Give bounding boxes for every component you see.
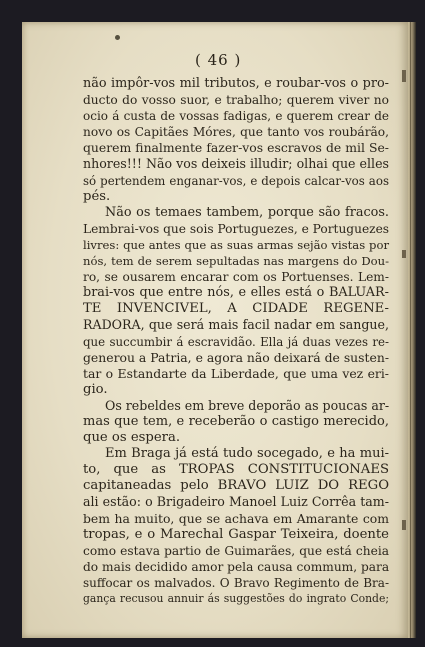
text-line: novo os Capitães Móres, que tanto vos roubárão, [83, 125, 389, 140]
page-edge [408, 22, 416, 638]
text-line: bem ha muito, que se achava em Amarante com [83, 510, 389, 526]
text-line: do mais decidido amor pela causa commum, para [83, 559, 390, 574]
text-line: to, que as TROPAS CONSTITUCIONAES [83, 462, 389, 478]
text-line: ocio á custa de vossas fadigas, e querem crear de [83, 109, 389, 124]
text-line: só pertendem enganar-vos, e depois calcar-vos aos [83, 173, 389, 188]
text-line: pés. [83, 188, 111, 204]
text-line: ali estão: o Brigadeiro Manoel Luiz Corrêa tam- [83, 494, 389, 510]
text-line: querem finalmente fazer-vos escravos de mil Se- [83, 140, 389, 156]
text-line: capitaneadas pelo BRAVO LUIZ DO REGO [83, 478, 389, 494]
text-line: livres: que antes que as suas armas sejão vistas por [83, 237, 389, 252]
text-line: Em Braga já está tudo socegado, e ha mui- [105, 446, 389, 462]
text-line: ro, se ousarem encarar com os Portuenses. Lem- [83, 270, 389, 285]
text-line: como estava partio de Guimarães, que está cheia [83, 543, 389, 558]
edge-mark [402, 520, 406, 530]
text-line: que os espera. [83, 430, 181, 446]
text-line: suffocar os malvados. O Bravo Regimento de Bra- [83, 575, 389, 590]
text-line: Os rebeldes em breve deporão as poucas ar- [105, 397, 390, 413]
text-line: nhores!!! Não vos deixeis illudir; olhai que elles [83, 156, 389, 172]
ink-spot [115, 35, 120, 40]
text-line: brai-vos que entre nós, e elles está o BALUAR- [83, 285, 389, 301]
page-number: ( 46 ) [195, 51, 242, 69]
text-line: Lembrai-vos que sois Portuguezes, e Portuguezes [83, 221, 390, 236]
body-text [83, 76, 389, 607]
text-line: Não os temaes tambem, porque são fracos. [105, 204, 389, 220]
text-line: RADORA, que será mais facil nadar em sangue, [83, 317, 389, 333]
text-line: nós, tem de serem sepultadas nas margens do Dou- [83, 254, 389, 269]
text-line: tar o Estandarte da Liberdade, que uma vez eri- [83, 365, 389, 381]
text-line: gança recusou annuir ás suggestões do ingrato Conde; [83, 592, 389, 605]
text-line: TE INVENCIVEL, A CIDADE REGENE- [83, 301, 389, 317]
text-line: gio. [83, 381, 108, 397]
edge-mark [402, 70, 406, 82]
text-line: generou a Patria, e agora não deixará de susten- [83, 349, 389, 365]
text-line: ducto do vosso suor, e trabalho; querem viver no [83, 93, 389, 108]
text-line: tropas, e o Marechal Gaspar Teixeira, doente [83, 526, 389, 542]
edge-mark [402, 250, 406, 258]
text-line: não impôr-vos mil tributos, e roubar-vos o pro- [83, 76, 389, 91]
text-line: mas que tem, e receberão o castigo merecido, [83, 413, 389, 429]
text-line: que succumbir á escravidão. Ella já duas vezes re- [83, 334, 389, 349]
